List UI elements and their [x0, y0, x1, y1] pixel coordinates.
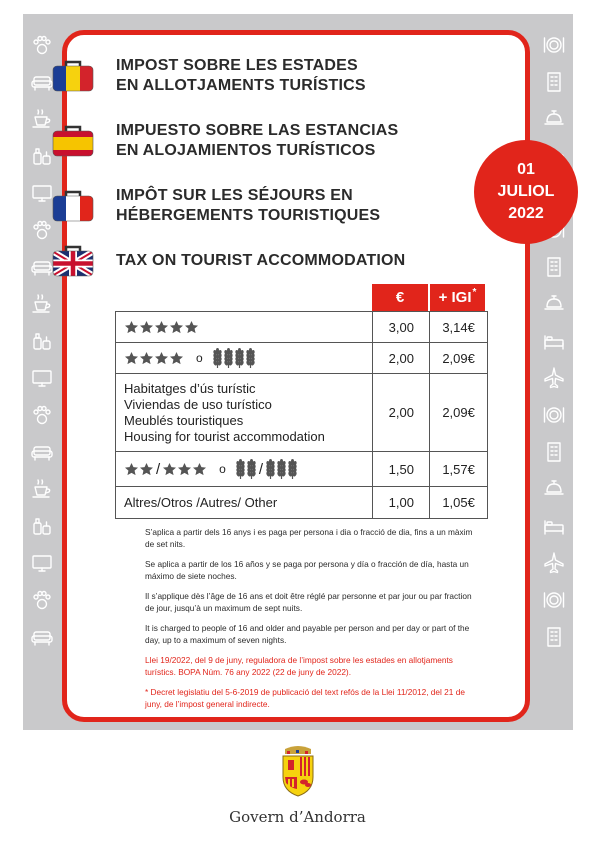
sofa-icon [29, 439, 55, 465]
price-igi-cell: 2,09€ [430, 374, 488, 452]
price-cell: 1,00 [373, 487, 430, 519]
housing-label-ca: Habitatges d’ús turístic [124, 380, 256, 396]
plate-icon [541, 587, 567, 613]
table-row [116, 312, 488, 343]
decree-footnote: * Decret legislatiu del 5-6-2019 de publicació del text refós de la Llei 11/2012, del 21 de juny, de l’impost general indirecte. [145, 687, 465, 709]
table-row [116, 452, 488, 487]
wheat-spike-icon [245, 348, 256, 368]
paw-icon [29, 402, 55, 428]
plane-icon [541, 365, 567, 391]
plate-icon [541, 402, 567, 428]
heading-spanish [52, 121, 398, 161]
price-cell: 1,50 [373, 452, 430, 487]
housing-label-en: Housing for tourist accommodation [124, 428, 325, 444]
price-cell: 2,00 [373, 374, 430, 452]
building-icon [541, 439, 567, 465]
star-icon [169, 320, 184, 335]
price-cell: 2,00 [373, 343, 430, 374]
category-tourist-housing [116, 374, 373, 452]
column-header-igi: + IGI * [430, 284, 485, 311]
govern-andorra-wordmark: Govern d’Andorra [229, 808, 366, 826]
date-badge [474, 140, 578, 244]
building-icon [541, 254, 567, 280]
star-icon [162, 462, 177, 477]
category-two-three-stars-or-spikes [116, 452, 373, 487]
price-igi-cell: 2,09€ [430, 343, 488, 374]
star-icon [177, 462, 192, 477]
star-icon [139, 351, 154, 366]
slash: / [156, 460, 161, 478]
spain-flag-suitcase-icon [52, 125, 94, 157]
heading-text: IMPÔT SUR LES SÉJOURS EN HÉBERGEMENTS TOURISTIQUES [116, 187, 381, 224]
paw-icon [29, 32, 55, 58]
andorra-coat-of-arms-icon [279, 745, 317, 797]
plate-icon [541, 32, 567, 58]
price-igi-cell: 1,57€ [430, 452, 488, 487]
andorra-flag-suitcase-icon [52, 60, 94, 92]
date-month: JULIOL [497, 183, 555, 200]
coffee-icon [29, 291, 55, 317]
housing-label-fr: Meublés touristiques [124, 412, 244, 428]
uk-flag-suitcase-icon [52, 245, 94, 277]
category-other: Altres/Otros /Autres/ Other [116, 487, 373, 519]
france-flag-suitcase-icon [52, 190, 94, 222]
star-icon [169, 351, 184, 366]
note-ca: S’aplica a partir dels 16 anys i es paga per persona i dia o fracció de dia, fins a un màxim de set nits. [145, 527, 473, 549]
law-reference: Llei 19/2022, del 9 de juny, reguladora de l’impost sobre les estades en allotjaments turístics. BOPA Núm. 76 any 2022 (22 de juny de 2022). [145, 655, 453, 677]
wheat-spike-icon [223, 348, 234, 368]
heading-text: TAX ON TOURIST ACCOMMODATION [116, 252, 406, 269]
star-icon [124, 462, 139, 477]
bellhop-icon [541, 106, 567, 132]
wheat-spike-icon [234, 348, 245, 368]
tv-icon [29, 550, 55, 576]
price-cell: 3,00 [373, 312, 430, 343]
coffee-icon [29, 476, 55, 502]
star-icon [139, 320, 154, 335]
building-icon [541, 624, 567, 650]
star-icon [124, 320, 139, 335]
or-label: o [219, 462, 226, 476]
date-day: 01 [517, 161, 535, 178]
star-icon [184, 320, 199, 335]
toiletries-icon [29, 328, 55, 354]
wheat-spike-icon [276, 459, 287, 479]
tv-icon [29, 365, 55, 391]
note-fr: Il s’applique dès l’âge de 16 ans et doit être réglé par personne et par jour ou par fraction de jour, jusqu’à un maximum de sept nuits. [145, 591, 472, 613]
or-label: o [196, 351, 203, 365]
column-header-euro: € [372, 284, 428, 311]
date-year: 2022 [508, 205, 544, 222]
table-row [116, 487, 488, 519]
wheat-spike-icon [212, 348, 223, 368]
toiletries-icon [29, 513, 55, 539]
star-icon [192, 462, 207, 477]
heading-french [52, 186, 380, 226]
bed-icon [541, 328, 567, 354]
wheat-spike-icon [265, 459, 276, 479]
star-icon [154, 320, 169, 335]
slash: / [258, 460, 264, 478]
heading-catalan [52, 56, 366, 96]
note-es: Se aplica a partir de los 16 años y se paga por persona y día o fracción de día, hasta un máximo de siete noches. [145, 559, 469, 581]
rate-table [115, 311, 488, 519]
note-en: It is charged to people of 16 and older and payable per person and per day or part of the day, up to a maximum of seven nights. [145, 623, 470, 645]
category-five-stars [116, 312, 373, 343]
table-column-headers [372, 284, 485, 311]
footer [0, 745, 595, 835]
heading-text: IMPUESTO SOBRE LAS ESTANCIAS EN ALOJAMIENTOS TURÍSTICOS [116, 122, 399, 159]
building-icon [541, 69, 567, 95]
heading-english [52, 245, 405, 277]
star-icon [124, 351, 139, 366]
notes [145, 527, 475, 719]
table-row [116, 374, 488, 452]
housing-label-es: Viviendas de uso turístico [124, 396, 272, 412]
price-igi-cell: 1,05€ [430, 487, 488, 519]
star-icon [139, 462, 154, 477]
igi-footnote-marker: * [472, 287, 477, 298]
sofa-icon [29, 624, 55, 650]
paw-icon [29, 587, 55, 613]
bellhop-icon [541, 291, 567, 317]
wheat-spike-icon [235, 459, 246, 479]
table-row [116, 343, 488, 374]
star-icon [154, 351, 169, 366]
wheat-spike-icon [287, 459, 298, 479]
bellhop-icon [541, 476, 567, 502]
price-igi-cell: 3,14€ [430, 312, 488, 343]
wheat-spike-icon [246, 459, 257, 479]
heading-text: IMPOST SOBRE LES ESTADES EN ALLOTJAMENTS TURÍSTICS [116, 57, 366, 94]
plane-icon [541, 550, 567, 576]
category-four-stars-or-spikes [116, 343, 373, 374]
right-icon-column [537, 32, 571, 661]
bed-icon [541, 513, 567, 539]
